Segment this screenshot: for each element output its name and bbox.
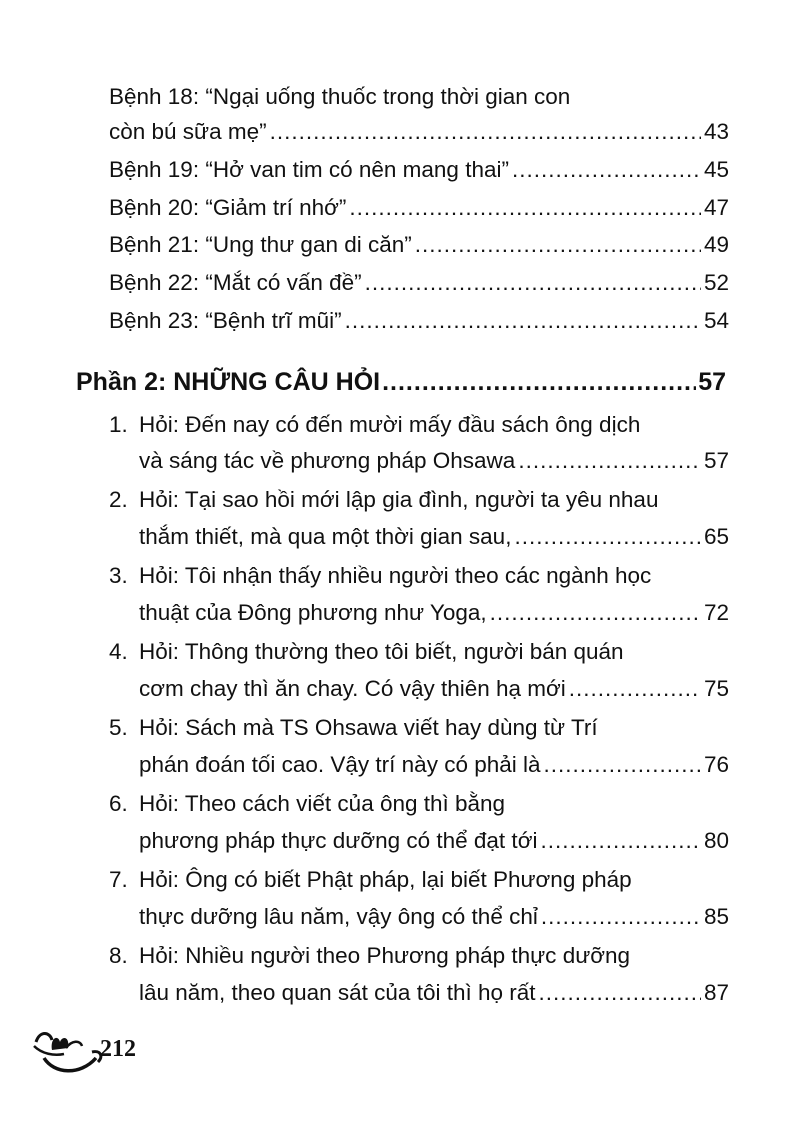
toc-entry-text: phán đoán tối cao. Vậy trí này có phải là xyxy=(139,752,541,777)
leader-dots xyxy=(270,117,701,147)
toc-entry-line xyxy=(139,598,729,628)
toc-page-number: 76 xyxy=(703,752,729,777)
leader-dots xyxy=(349,193,701,223)
toc-entry-text: Bệnh 18: “Ngại uống thuốc trong thời gian con xyxy=(109,84,571,109)
toc-entry-line xyxy=(109,789,729,819)
leader-dots xyxy=(490,598,701,628)
page-number: 212 xyxy=(100,1036,136,1062)
toc-entry-line xyxy=(109,713,729,743)
toc-entry-text: Hỏi: Đến nay có đến mười mấy đầu sách ông dịch xyxy=(139,412,641,437)
leader-dots xyxy=(345,306,701,336)
toc-page-number: 75 xyxy=(703,676,729,701)
toc-page-number: 65 xyxy=(703,524,729,549)
toc-entry-text: Hỏi: Nhiều người theo Phương pháp thực dưỡng xyxy=(139,943,631,968)
toc-page-number: 80 xyxy=(703,828,729,853)
question-number: 4. xyxy=(109,639,128,664)
toc-entry-text: Hỏi: Thông thường theo tôi biết, người bán quán xyxy=(139,639,624,664)
toc-entry-line xyxy=(109,268,729,298)
toc-page-number: 43 xyxy=(703,119,729,144)
question-number: 5. xyxy=(109,715,128,740)
toc-entry-line xyxy=(109,410,729,440)
leader-dots xyxy=(518,446,701,476)
toc-page-number: 54 xyxy=(703,308,729,333)
toc-entry-text: lâu năm, theo quan sát của tôi thì họ rất xyxy=(139,980,536,1005)
toc-page-number: 45 xyxy=(703,157,729,182)
toc-entry-text: Hỏi: Tại sao hồi mới lập gia đình, người ta yêu nhau xyxy=(139,487,659,512)
toc-page-number: 72 xyxy=(703,600,729,625)
leader-dots xyxy=(541,902,701,932)
leader-dots xyxy=(382,366,696,398)
toc-entry-line xyxy=(109,306,729,336)
toc-entry-text: thuật của Đông phương như Yoga, xyxy=(139,600,487,625)
section-page-number: 57 xyxy=(698,368,726,396)
toc-entry-text: và sáng tác về phương pháp Ohsawa xyxy=(139,448,516,473)
toc-entry-line xyxy=(109,865,729,895)
toc-entry-line xyxy=(109,193,729,223)
toc-entry-line xyxy=(109,637,729,667)
toc-entry-text: Hỏi: Ông có biết Phật pháp, lại biết Phương pháp xyxy=(139,867,632,892)
toc-entry-text: phương pháp thực dưỡng có thể đạt tới xyxy=(139,828,538,853)
toc-page-number: 49 xyxy=(703,232,729,257)
toc-entry-text: Bệnh 20: “Giảm trí nhớ” xyxy=(109,195,347,220)
question-number: 7. xyxy=(109,867,128,892)
toc-entry-line xyxy=(139,978,729,1008)
toc-entry-text: Hỏi: Sách mà TS Ohsawa viết hay dùng từ Trí xyxy=(139,715,598,740)
toc-entry-line xyxy=(109,230,729,260)
toc-entry-line xyxy=(139,826,729,856)
leader-dots xyxy=(514,522,701,552)
leader-dots xyxy=(539,978,701,1008)
leader-dots xyxy=(512,155,701,185)
section-heading xyxy=(76,366,726,398)
toc-entry-text: còn bú sữa mẹ” xyxy=(109,119,267,144)
leader-dots xyxy=(415,230,701,260)
question-number: 8. xyxy=(109,943,128,968)
section-title: Phần 2: NHỮNG CÂU HỎI xyxy=(76,368,381,396)
leader-dots xyxy=(569,674,701,704)
toc-entry-line xyxy=(109,155,729,185)
toc-page-number: 57 xyxy=(703,448,729,473)
toc-entry-text: Bệnh 19: “Hở van tim có nên mang thai” xyxy=(109,157,509,182)
question-number: 2. xyxy=(109,487,128,512)
page-footer xyxy=(30,1024,160,1084)
toc-page-number: 47 xyxy=(703,195,729,220)
toc-entry-line xyxy=(139,902,729,932)
toc-entry-text: Hỏi: Tôi nhận thấy nhiều người theo các ngành học xyxy=(139,563,652,588)
toc-entry-text: Bệnh 23: “Bệnh trĩ mũi” xyxy=(109,308,342,333)
question-number: 6. xyxy=(109,791,128,816)
toc-entry-line xyxy=(109,82,729,112)
leader-dots xyxy=(365,268,701,298)
toc-page-number: 85 xyxy=(703,904,729,929)
toc-entry-line xyxy=(109,117,729,147)
leader-dots xyxy=(540,826,701,856)
toc-entry-line xyxy=(109,941,729,971)
toc-page-number: 87 xyxy=(703,980,729,1005)
toc-entry-line xyxy=(139,750,729,780)
toc-entry-line xyxy=(139,674,729,704)
toc-entry-line xyxy=(139,446,729,476)
toc-entry-text: cơm chay thì ăn chay. Có vậy thiên hạ mới xyxy=(139,676,566,701)
toc-entry-text: thắm thiết, mà qua một thời gian sau, xyxy=(139,524,512,549)
toc-entry-line xyxy=(139,522,729,552)
leaf-ornament-icon xyxy=(30,1024,105,1084)
toc-entry-line xyxy=(109,485,729,515)
toc-page-number: 52 xyxy=(703,270,729,295)
toc-entry-text: Bệnh 21: “Ung thư gan di căn” xyxy=(109,232,412,257)
toc-entry-text: Hỏi: Theo cách viết của ông thì bằng xyxy=(139,791,506,816)
toc-entry-text: thực dưỡng lâu năm, vậy ông có thể chỉ xyxy=(139,904,538,929)
toc-entry-line xyxy=(109,561,729,591)
question-number: 3. xyxy=(109,563,128,588)
leader-dots xyxy=(544,750,701,780)
toc-entry-text: Bệnh 22: “Mắt có vấn đề” xyxy=(109,270,362,295)
question-number: 1. xyxy=(109,412,128,437)
